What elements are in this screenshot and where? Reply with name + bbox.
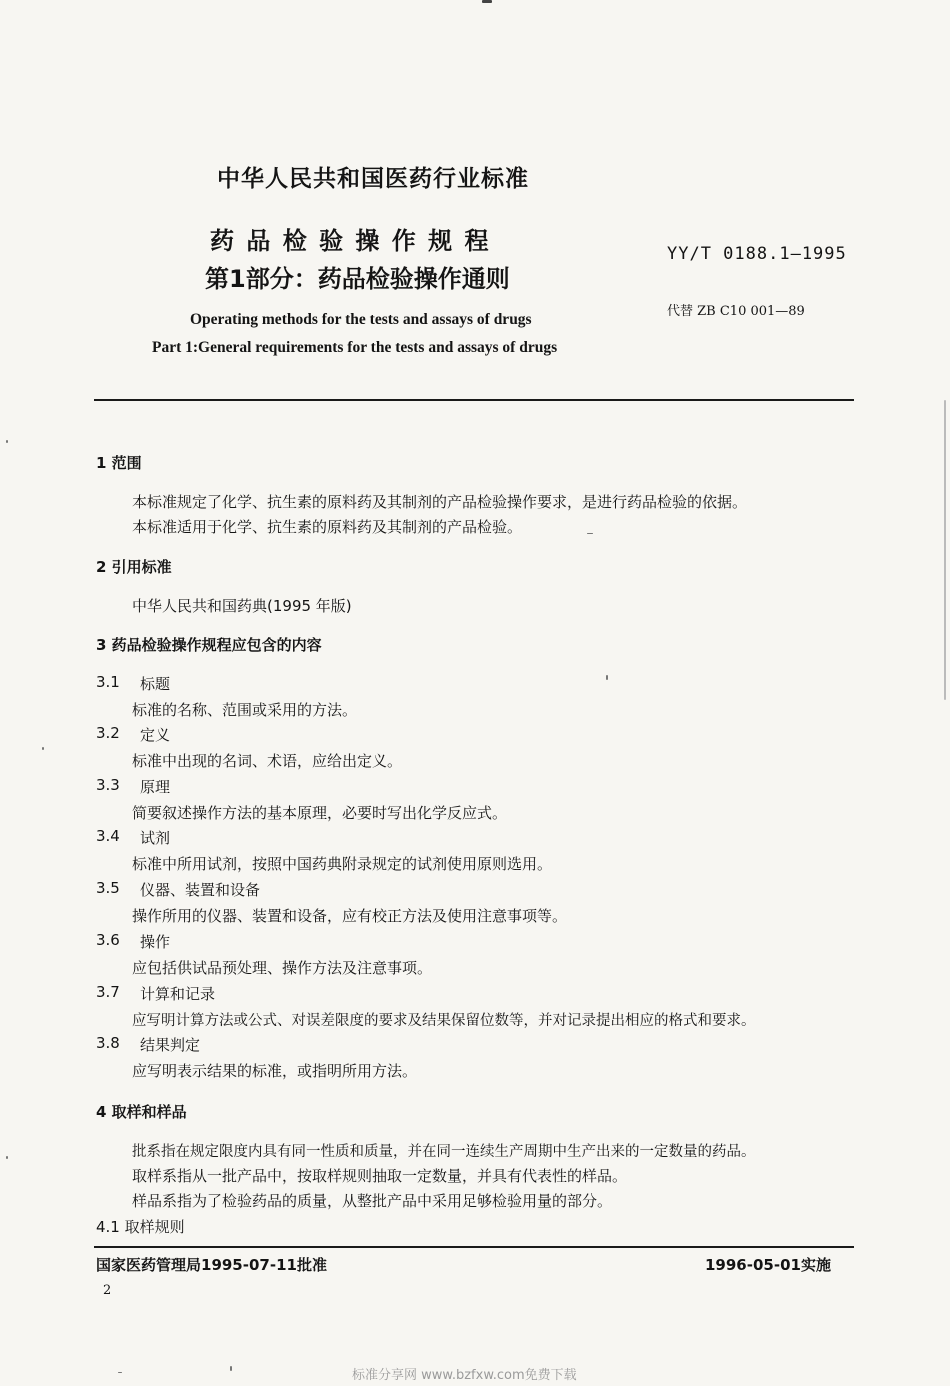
- item-3-5-title: 仪器、装置和设备: [140, 881, 261, 899]
- section-4-para-3: 样品系指为了检验药品的质量，从整批产品中采用足够检验用量的部分。: [132, 1192, 613, 1210]
- section-1-para-1: 本标准规定了化学、抗生素的原料药及其制剂的产品检验操作要求，是进行药品检验的依据。: [132, 493, 748, 511]
- item-3-6-text: 应包括供试品预处理、操作方法及注意事项。: [132, 959, 433, 977]
- page-number: 2: [103, 1283, 112, 1298]
- document-subtitle: 第1部分：药品检验操作通则: [205, 265, 510, 293]
- item-3-2-text: 标准中出现的名词、术语，应给出定义。: [132, 752, 403, 770]
- item-3-8-number: 3.8: [96, 1034, 120, 1052]
- item-3-8-title: 结果判定: [140, 1036, 201, 1054]
- scan-speck: [6, 440, 8, 443]
- item-3-1-number: 3.1: [96, 673, 120, 691]
- document-title: 药 品 检 验 操 作 规 程: [210, 227, 491, 255]
- item-3-1-text: 标准的名称、范围或采用的方法。: [132, 701, 358, 719]
- section-3-heading: 3 药品检验操作规程应包含的内容: [96, 636, 322, 654]
- item-3-2-title: 定义: [140, 726, 171, 744]
- item-3-4-title: 试剂: [140, 829, 171, 847]
- item-3-1-title: 标题: [140, 675, 171, 693]
- scan-speck: [587, 533, 593, 534]
- industry-standard-title: 中华人民共和国医药行业标准: [217, 166, 529, 192]
- section-1-heading: 1 范围: [96, 454, 142, 472]
- item-3-7-title: 计算和记录: [140, 985, 216, 1003]
- section-4-1-heading: 4.1 取样规则: [96, 1218, 185, 1236]
- approval-date: 国家医药管理局1995-07-11批准: [96, 1256, 327, 1274]
- english-title: Operating methods for the tests and assays of drugs: [190, 311, 532, 328]
- item-3-6-title: 操作: [140, 933, 171, 951]
- item-3-5-text: 操作所用的仪器、装置和设备，应有校正方法及使用注意事项等。: [132, 907, 568, 925]
- scan-speck: [482, 0, 492, 3]
- scan-speck: [6, 1156, 8, 1159]
- scan-speck: [230, 1366, 232, 1371]
- replaces-standard: 代替 ZB C10 001—89: [667, 304, 805, 319]
- english-subtitle: Part 1:General requirements for the tests and assays of drugs: [152, 339, 558, 356]
- section-4-para-2: 取样系指从一批产品中，按取样规则抽取一定数量，并具有代表性的样品。: [132, 1167, 628, 1185]
- scan-speck: [118, 1372, 122, 1373]
- section-4-para-1: 批系指在规定限度内具有同一性质和质量，并在同一连续生产周期中生产出来的一定数量的药品。: [132, 1144, 756, 1160]
- scan-speck: [606, 675, 608, 680]
- item-3-2-number: 3.2: [96, 724, 120, 742]
- item-3-6-number: 3.6: [96, 931, 120, 949]
- item-3-3-text: 简要叙述操作方法的基本原理，必要时写出化学反应式。: [132, 804, 508, 822]
- section-4-heading: 4 取样和样品: [96, 1103, 187, 1121]
- item-3-7-text: 应写明计算方法或公式、对误差限度的要求及结果保留位数等，并对记录提出相应的格式和要求。: [132, 1013, 756, 1029]
- scan-speck: [42, 747, 44, 750]
- effective-date: 1996-05-01实施: [705, 1256, 831, 1274]
- item-3-5-number: 3.5: [96, 879, 120, 897]
- section-1-para-2: 本标准适用于化学、抗生素的原料药及其制剂的产品检验。: [132, 518, 523, 536]
- section-2-heading: 2 引用标准: [96, 558, 172, 576]
- item-3-3-number: 3.3: [96, 776, 120, 794]
- footer-rule: [94, 1246, 854, 1248]
- standard-number: YY/T 0188.1—1995: [667, 244, 847, 264]
- header-rule: [94, 399, 854, 401]
- item-3-4-text: 标准中所用试剂，按照中国药典附录规定的试剂使用原则选用。: [132, 855, 553, 873]
- scan-speck: [944, 400, 946, 700]
- item-3-3-title: 原理: [140, 778, 171, 796]
- item-3-8-text: 应写明表示结果的标准，或指明所用方法。: [132, 1062, 418, 1080]
- item-3-4-number: 3.4: [96, 827, 120, 845]
- section-2-para-1: 中华人民共和国药典(1995 年版): [132, 597, 352, 615]
- watermark: 标准分享网 www.bzfxw.com免费下载: [352, 1368, 577, 1383]
- item-3-7-number: 3.7: [96, 983, 120, 1001]
